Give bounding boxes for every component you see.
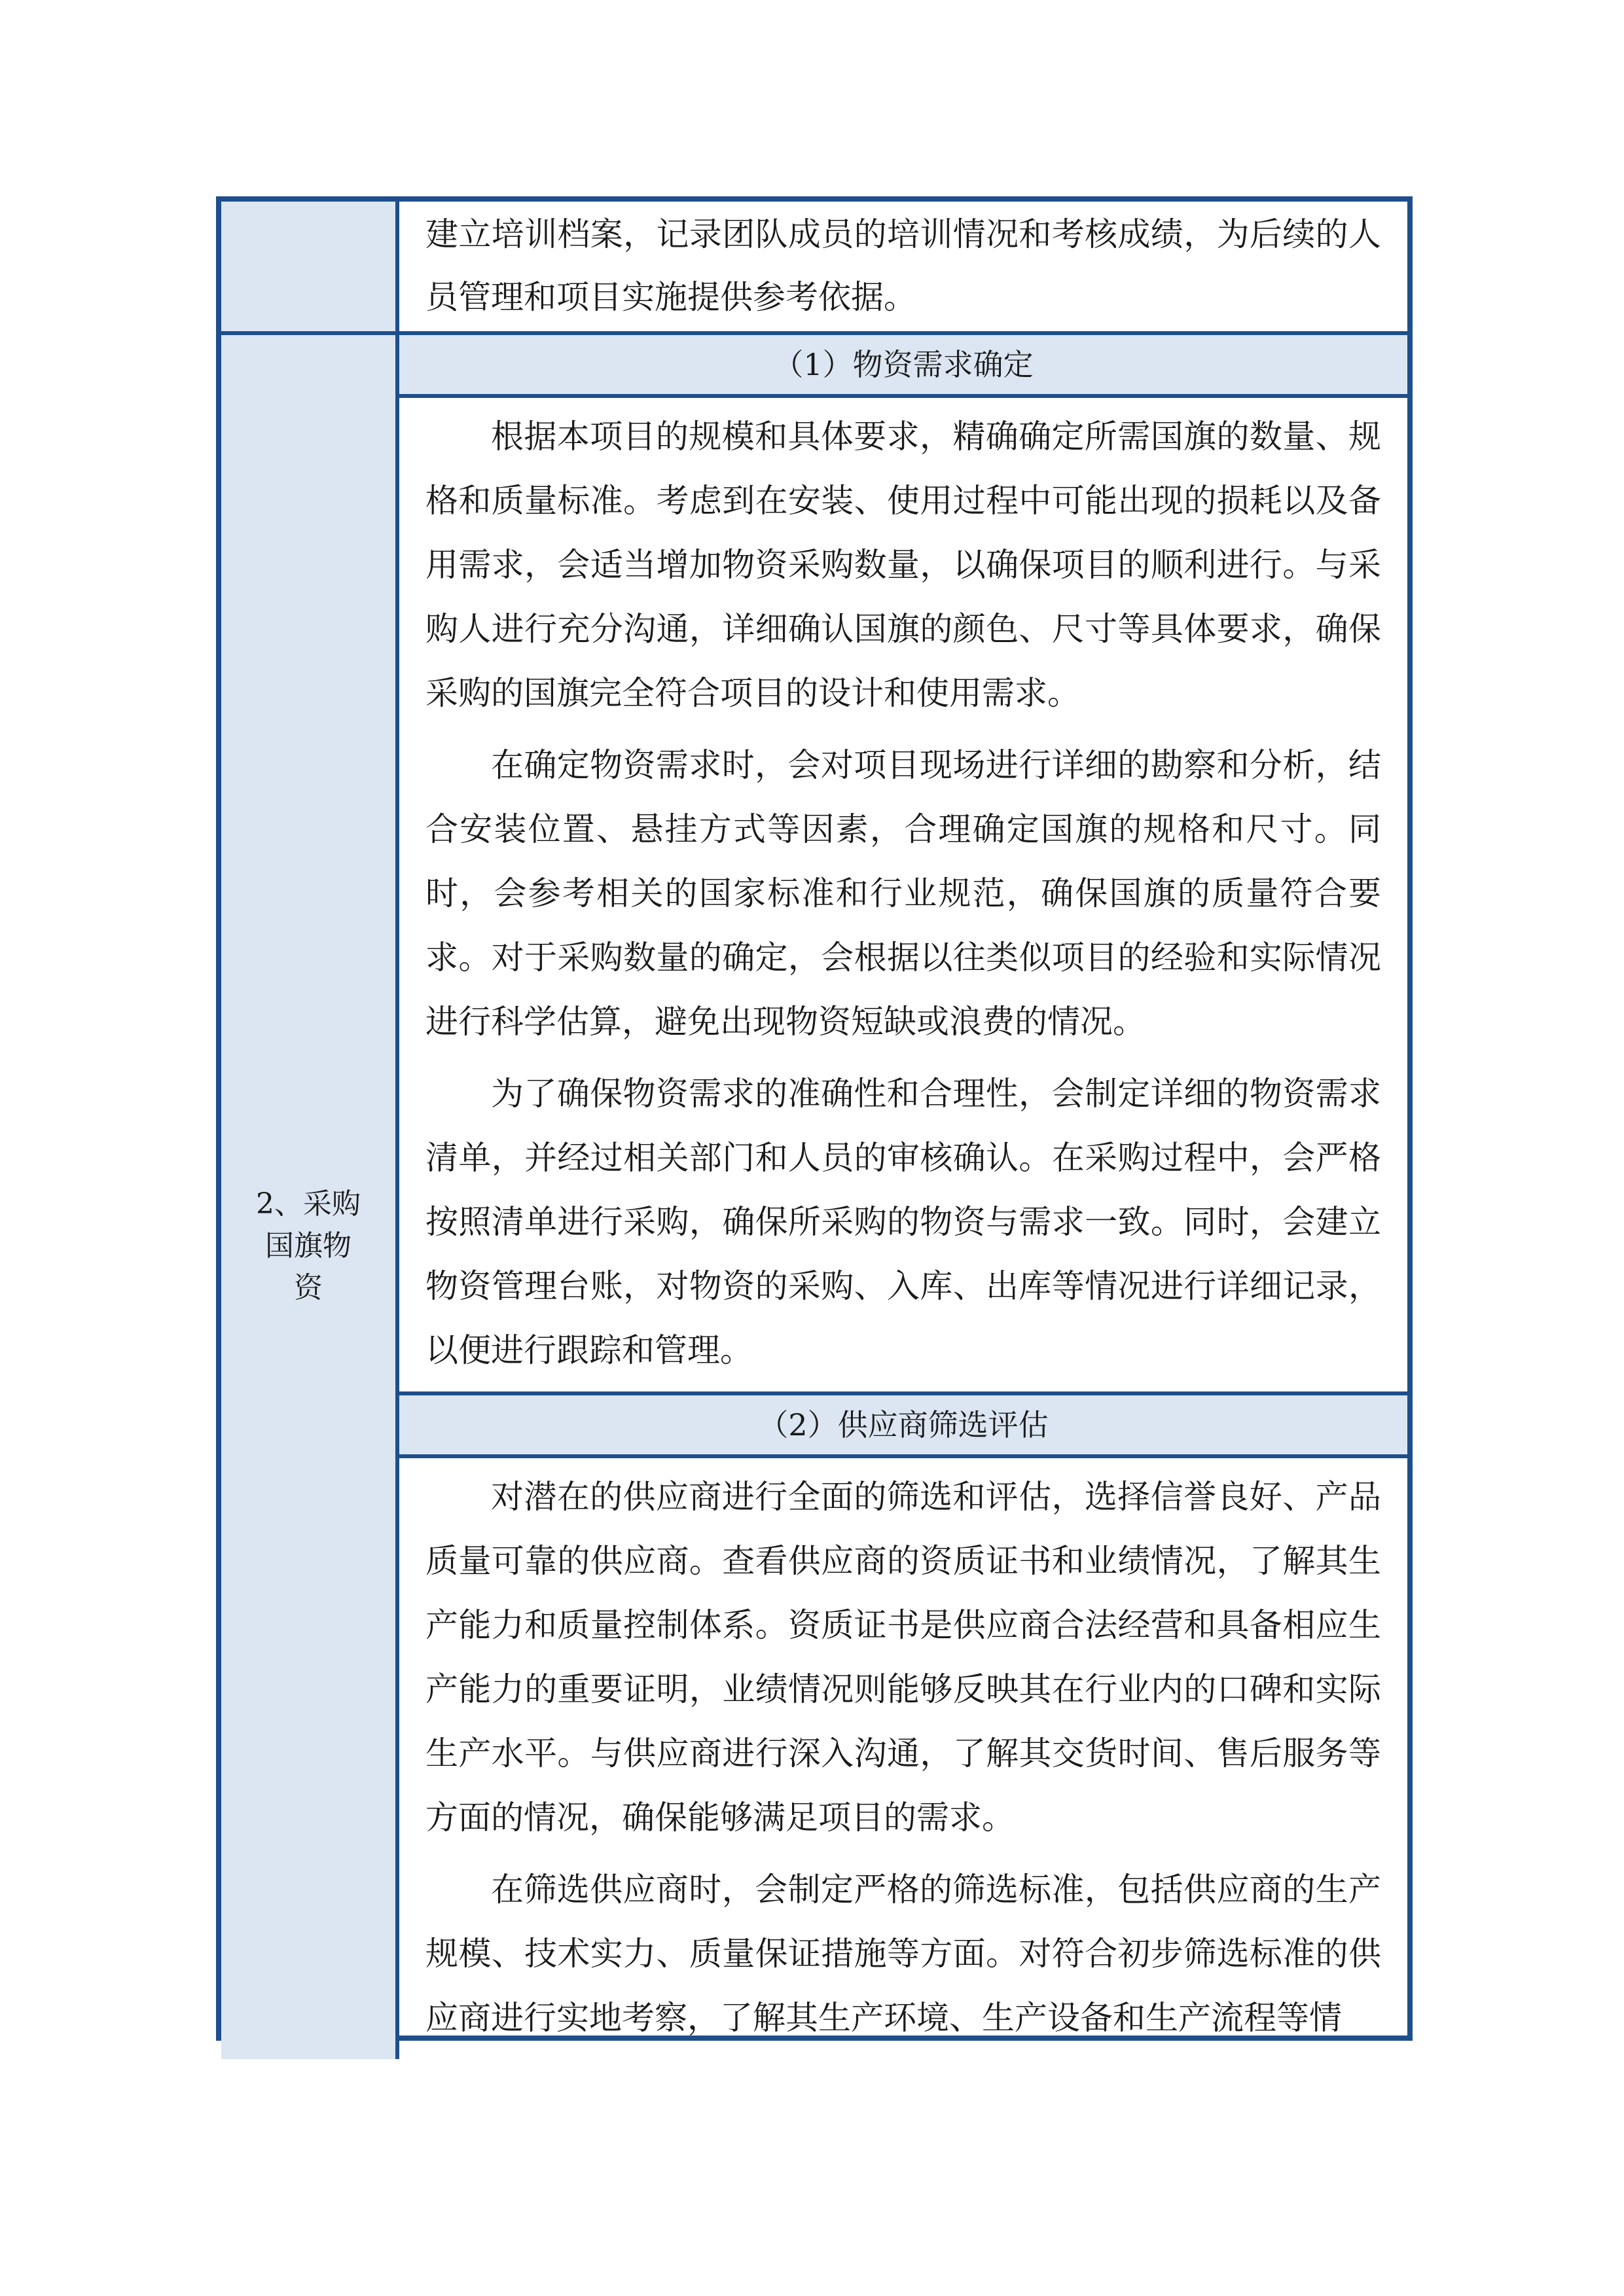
paragraph: 在筛选供应商时，会制定严格的筛选标准，包括供应商的生产规模、技术实力、质量保证措施等方面。对符合初步筛选标准的供应商进行实地考察，了解其生产环境、生产设备和生产流程等情 — [425, 1871, 1381, 2037]
table-right-cell-continued — [399, 202, 1407, 335]
content-table — [216, 196, 1413, 2041]
paragraph: 对潜在的供应商进行全面的筛选和评估，选择信誉良好、产品质量可靠的供应商。查看供应商的资质证书和业绩情况，了解其生产能力和质量控制体系。资质证书是供应商合法经营和具备相应生产能力的重要证明，业绩情况则能够反映其在行业内的口碑和实际生产水平。与供应商进行深入沟通，了解其交货时间、售后服务等方面的情况，确保能够满足项目的需求。 — [425, 1478, 1381, 1837]
continued-paragraph: 建立培训档案，记录团队成员的培训情况和考核成绩，为后续的人员管理和项目实施提供参考依据。 — [425, 215, 1381, 316]
section-header-demand: （1）物资需求确定 — [399, 335, 1407, 398]
section-header-supplier: （2）供应商筛选评估 — [399, 1391, 1407, 1458]
paragraph: 为了确保物资需求的准确性和合理性，会制定详细的物资需求清单，并经过相关部门和人员的审核确认。在采购过程中，会严格按照清单进行采购，确保所采购的物资与需求一致。同时，会建立物资管理台账，对物资的采购、入库、出库等情况进行详细记录，以便进行跟踪和管理。 — [425, 1075, 1381, 1369]
section-body-supplier — [399, 1458, 1407, 2059]
paragraph: 根据本项目的规模和具体要求，精确确定所需国旗的数量、规格和质量标准。考虑到在安装、使用过程中可能出现的损耗以及备用需求，会适当增加物资采购数量，以确保项目的顺利进行。与采购人进行充分沟通，详细确认国旗的颜色、尺寸等具体要求，确保采购的国旗完全符合项目的设计和使用需求。 — [425, 418, 1381, 712]
row-label: 2、采购国旗物资 — [256, 1187, 361, 1304]
table-left-cell-continued — [221, 202, 399, 335]
row-label-cell — [221, 335, 399, 2059]
paragraph: 在确定物资需求时，会对项目现场进行详细的勘察和分析，结合安装位置、悬挂方式等因素，合理确定国旗的规格和尺寸。同时，会参考相关的国家标准和行业规范，确保国旗的质量符合要求。对于采购数量的确定，会根据以往类似项目的经验和实际情况进行科学估算，避免出现物资短缺或浪费的情况。 — [425, 746, 1381, 1041]
section-body-demand — [399, 398, 1407, 1391]
row-content-cell — [399, 335, 1407, 2059]
